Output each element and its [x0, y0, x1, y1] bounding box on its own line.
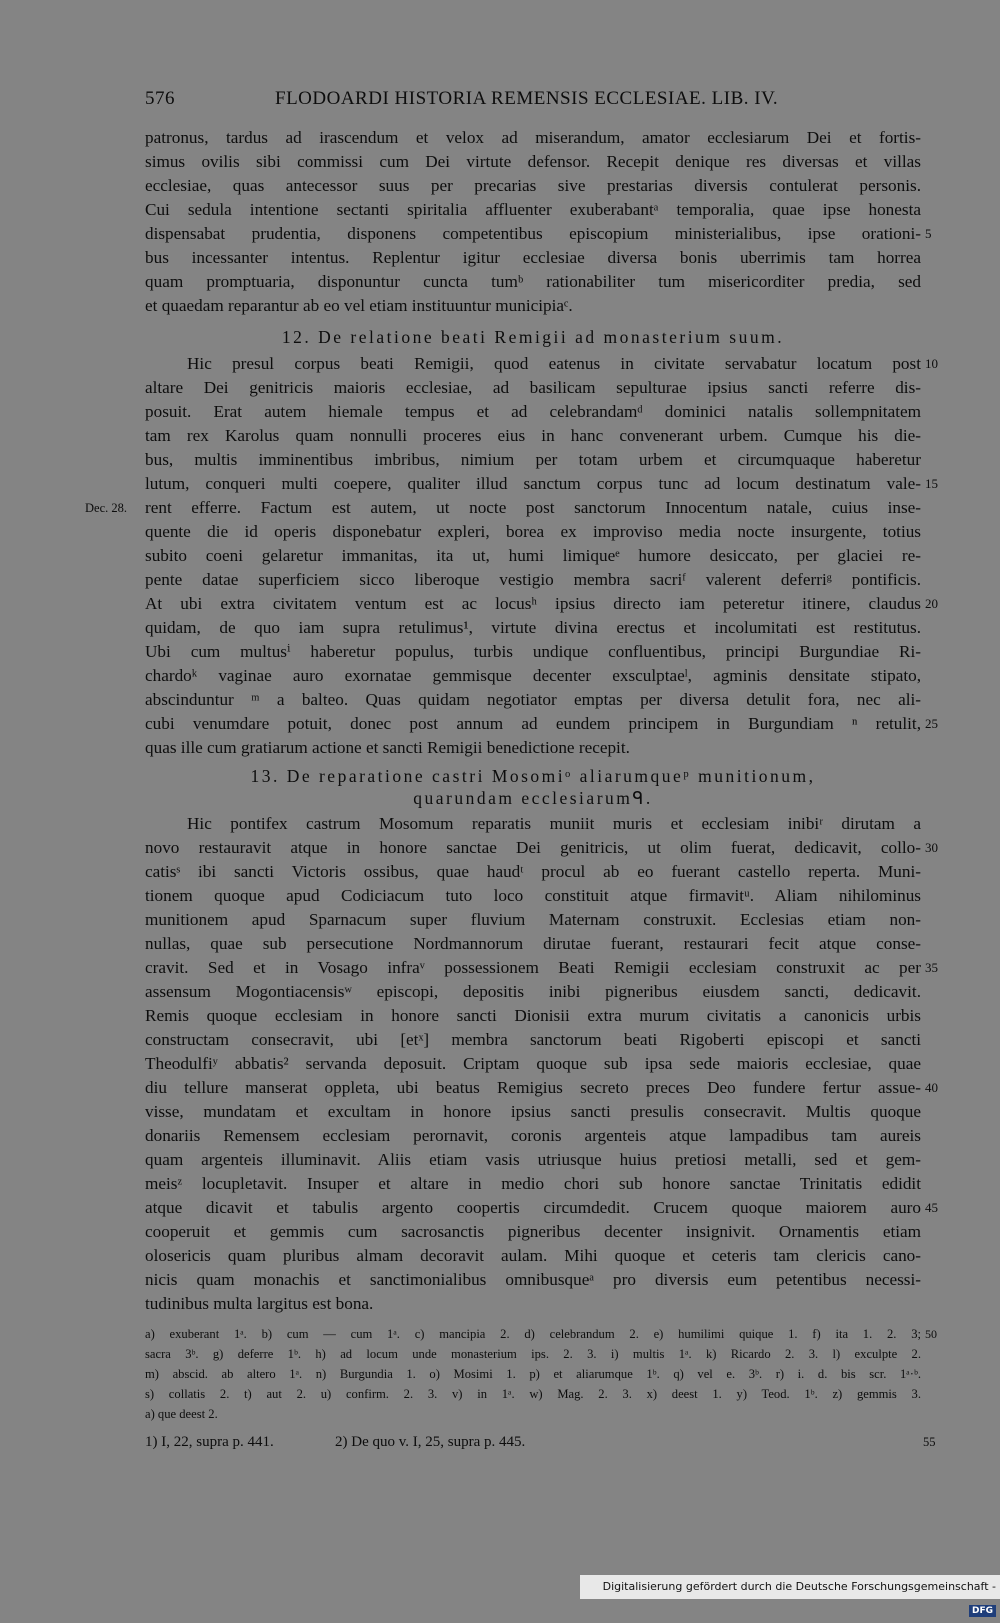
text-line: Hic pontifex castrum Mosomum reparatis muniit muris et ecclesiam inibiʳ dirutam a — [187, 814, 921, 833]
text-line: tudinibus multa largitus est bona. — [145, 1294, 374, 1313]
text-line: catisˢ ibi sancti Victoris ossibus, quae haudᵗ procul ab eo fuerant castello reperta. Muni- — [145, 862, 921, 881]
text-line: visse, mundatam et excultam in honore ipsius sancti presulis consecravit. Multis quoque — [145, 1102, 921, 1121]
text-line: quidam, de quo iam supra retulimus¹, virtute divina erectus et incolumitati est restitutus. — [145, 618, 921, 637]
chapter-heading: quarundam ecclesiarumᑫ. — [413, 788, 653, 808]
text-line: novo restauravit atque in honore sanctae Dei genitricis, ut olim fuerat, dedicavit, collo- — [145, 838, 921, 857]
apparatus-line: s) collatis 2. t) aut 2. u) confirm. 2. 3. v) in 1ᵃ. w) Mag. 2. 3. x) deest 1. y) Teod. 1ᵇ. z) gemmis 3. — [145, 1387, 921, 1401]
text-line: nicis quam monachis et sanctimonialibus omnibusqueᵃ pro diversis eum petentibus necessi- — [145, 1270, 921, 1289]
text-line: rent efferre. Factum est autem, ut nocte post sanctorum Innocentum natale, cuius inse- — [145, 498, 921, 517]
text-line: assensum Mogontiacensisʷ episcopi, depositis inibi pigneribus eiusdem sancti, dedicavit. — [145, 982, 921, 1001]
text-line: tam rex Karolus quam nonnulli proceres eius in hanc convenerant urbem. Cumque his die- — [145, 426, 921, 445]
line-number: 50 — [925, 1327, 937, 1341]
line-number: 15 — [925, 476, 938, 491]
text-line: subito coeni gelaretur immanitas, ita ut, humi limiqueᵉ humore desiccato, per glaciei re- — [145, 546, 921, 565]
running-header — [145, 88, 921, 118]
text-line: Hic presul corpus beati Remigii, quod eatenus in civitate servabatur locatum post — [187, 354, 921, 373]
text-line: constructam consecravit, ubi [etˣ] membra sanctorum beati Rigoberti episcopi et sancti — [145, 1030, 921, 1049]
text-line: donariis Remensem ecclesiam perornavit, coronis argenteis atque lampadibus tam aureis — [145, 1126, 921, 1145]
text-line: bus incessanter intentus. Replentur igitur ecclesiae diversa bonis uberrimis tam horrea — [145, 248, 921, 267]
text-line: ecclesiae, quas antecessor suus per precarias sive prestarias diversis contulerat personis. — [145, 176, 921, 195]
text-line: cubi venumdare potuit, donec post annum ad eundem principem in Burgundiam ⁿ retulit, — [145, 714, 921, 733]
text-line: cravit. Sed et in Vosago infraᵛ possessionem Beati Remigii ecclesiam construxit ac per — [145, 958, 921, 977]
text-line: diu tellure manserat oppleta, ubi beatus Remigius secreto preces Deo fundere fertur assue- — [145, 1078, 921, 1097]
chapter-heading: 13. De reparatione castri Mosomiᵒ aliarumqueᵖ munitionum, — [250, 766, 816, 786]
line-number: 10 — [925, 356, 938, 371]
text-line: Cui sedula intentione sectanti spiritalia affluenter exuberabantᵃ temporalia, quae ipse honesta — [145, 200, 921, 219]
text-line: lutum, conqueri multi coepere, qualiter illud sanctum corpus tunc ad locum destinatum vale- — [145, 474, 921, 493]
text-line: meisᶻ locupletavit. Insuper et altare in medio chori sub honore sanctae Trinitatis edidit — [145, 1174, 921, 1193]
text-line: tionem quoque apud Codiciacum tuto loco constituit atque firmavitᵘ. Aliam nihilominus — [145, 886, 921, 905]
line-number: 30 — [925, 840, 938, 855]
line-number: 45 — [925, 1200, 938, 1215]
apparatus-line: a) que deest 2. — [145, 1407, 218, 1421]
text-line: munitionem apud Sparnacum super fluvium Maternam construxit. Ecclesias etiam non- — [145, 910, 921, 929]
apparatus-line: m) abscid. ab altero 1ᵃ. n) Burgundia 1. o) Mosimi 1. p) et aliarumque 1ᵇ. q) vel e. 3ᵇ. r) i. d. bis scr. 1ᵃ·ᵇ. — [145, 1367, 921, 1381]
text-line: quas ille cum gratiarum actione et sancti Remigii benedictione recepit. — [145, 738, 630, 757]
text-line: nullas, quae sub persecutione Nordmannorum dirutae fuerant, restaurari fecit atque conse- — [145, 934, 921, 953]
footnote: 2) De quo v. I, 25, supra p. 445. — [335, 1434, 526, 1450]
text-line: et quaedam reparantur ab eo vel etiam instituuntur municipiaᶜ. — [145, 296, 573, 315]
footnote: 1) I, 22, supra p. 441. — [145, 1434, 274, 1450]
text-line: altare Dei genitricis maioris ecclesiae, ad basilicam sepulturae ipsius sancti referre dis- — [145, 378, 921, 397]
line-number: 20 — [925, 596, 938, 611]
text-line: bus, multis imminentibus imbribus, nimium per totam urbem et circumquaque haberetur — [145, 450, 921, 469]
funding-text: Digitalisierung gefördert durch die Deutsche Forschungsgemeinschaft - — [602, 1580, 996, 1593]
text-line: patronus, tardus ad irascendum et velox ad miserandum, amator ecclesiarum Dei et fortis- — [145, 128, 921, 147]
text-line: cooperuit et gemmis cum sacrosanctis pigneribus decenter insignivit. Ornamentis etiam — [145, 1222, 921, 1241]
apparatus-line: a) exuberant 1ᵃ. b) cum — cum 1ᵃ. c) mancipia 2. d) celebrandum 2. e) humilimi quique 1. f) ita 1. 2. 3; — [145, 1327, 921, 1341]
line-number: 40 — [925, 1080, 938, 1095]
text-line: abscinduntur ᵐ a balteo. Quas quidam negotiator emptas per diversa detulit fora, nec ali- — [145, 690, 921, 709]
dfg-logo-icon: DFG — [969, 1605, 996, 1617]
text-line: Theodulfiʸ abbatis² servanda deposuit. Criptam quoque sub ipsa sede maioris ecclesiae, quae — [145, 1054, 921, 1073]
text-line: quam argenteis illuminavit. Aliis etiam vasis utriusque huius pretiosi metalli, sed et gem- — [145, 1150, 921, 1169]
chapter-heading: 12. De relatione beati Remigii ad monasterium suum. — [281, 327, 785, 347]
text-line: dispensabat prudentia, disponens competentibus episcopium ministerialibus, ipse orationi- — [145, 224, 921, 243]
page-number: 576 — [145, 88, 175, 109]
margin-date: Dec. 28. — [85, 501, 127, 515]
text-line: simus ovilis sibi commissi cum Dei virtute defensor. Recepit denique res diversas et villas — [145, 152, 921, 171]
text-line: pente datae superficiem sicco liberoque vestigio membra sacriᶠ valerent deferriᵍ pontificis. — [145, 570, 921, 589]
text-line: quente die id operis disponebatur expleri, borea ex improviso media nocte insurgente, totius — [145, 522, 921, 541]
text-line: Ubi cum multusⁱ haberetur populus, turbis undique confluentibus, principi Burgundiae Ri- — [145, 642, 921, 661]
text-line: Remis quoque ecclesiam in honore sancti Dionisii extra murum civitatis a canonicis urbis — [145, 1006, 921, 1025]
footnotes — [145, 1430, 936, 1454]
line-number: 5 — [925, 226, 932, 241]
text-line: olosericis quam pluribus almam decoravit aulam. Mihi quoque et ceteris tam clericis cano- — [145, 1246, 921, 1265]
text-line: At ubi extra civitatem ventum est ac locusʰ ipsius directo iam peteretur itinere, claudus — [145, 594, 921, 613]
line-number: 55 — [923, 1435, 936, 1449]
line-number: 35 — [925, 960, 938, 975]
funding-banner — [580, 1575, 1000, 1616]
text-line: atque dicavit et tabulis argento coopertis circumdedit. Crucem quoque maiorem auro — [145, 1198, 921, 1217]
line-number: 25 — [925, 716, 938, 731]
running-title: FLODOARDI HISTORIA REMENSIS ECCLESIAE. LIB. IV. — [275, 88, 779, 109]
text-line: chardoᵏ vaginae auro exornatae gemmisque decenter exsculptaeˡ, agminis densitate stipato, — [145, 666, 921, 685]
text-line: quam promptuaria, disponuntur cuncta tumᵇ rationabiliter tum misericorditer predia, sed — [145, 272, 921, 291]
apparatus-line: sacra 3ᵇ. g) deferre 1ᵇ. h) ad locum unde monasterium ips. 2. 3. i) multis 1ᵃ. k) Ricardo 2. 3. l) exculpte 2. — [145, 1347, 921, 1361]
text-line: posuit. Erat autem hiemale tempus et ad celebrandamᵈ dominici natalis sollempnitatem — [145, 402, 921, 421]
